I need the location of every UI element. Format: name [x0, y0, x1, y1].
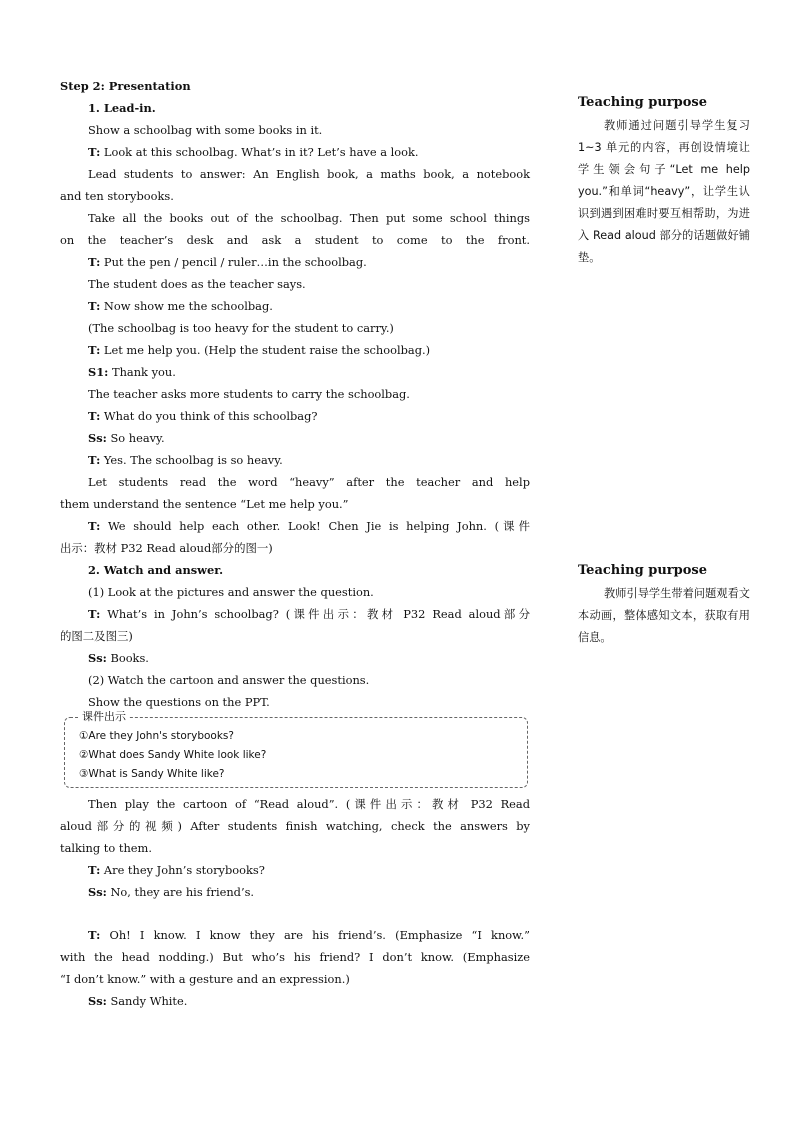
- paragraph-line: on the teacher’s desk and ask a student to come to the front.: [60, 233, 530, 247]
- paragraph-line: The teacher asks more students to carry the schoolbag.: [88, 387, 410, 401]
- section-heading: 1. Lead-in.: [88, 101, 156, 115]
- paragraph-line: 的图二及图三): [60, 629, 133, 643]
- dialogue-line: Ss: Books.: [88, 651, 149, 665]
- dialogue-line: T: Let me help you. (Help the student raise the schoolbag.): [88, 343, 431, 357]
- teaching-purpose-text: 教师通过问题引导学生复习 1~3 单元的内容，再创设情境让学生领会句子“Let me help you.”和单词“heavy”，让学生认识到遇到困难时要互相帮助，为进入 Read aloud 部分的话题做好铺垫。: [578, 119, 750, 264]
- dialogue-line: T: Are they John’s storybooks?: [88, 863, 265, 877]
- paragraph-line: aloud部分的视频) After students finish watching, check the answers by: [60, 819, 530, 833]
- paragraph-line: with the head nodding.) But who’s his friend? I don’t know. (Emphasize: [60, 950, 530, 964]
- paragraph-line: Then play the cartoon of “Read aloud”. (课件出示：教材 P32 Read: [88, 797, 530, 811]
- paragraph-line: them understand the sentence “Let me help you.”: [60, 497, 349, 511]
- dialogue-line: T: Put the pen / pencil / ruler…in the schoolbag.: [88, 255, 367, 269]
- dialogue-line: S1: Thank you.: [88, 365, 176, 379]
- paragraph-line: (The schoolbag is too heavy for the student to carry.): [88, 321, 394, 335]
- dialogue-line: T: Oh! I know. I know they are his friend’s. (Emphasize “I know.”: [88, 928, 530, 942]
- paragraph-line: (2) Watch the cartoon and answer the questions.: [88, 673, 370, 687]
- paragraph-line: (1) Look at the pictures and answer the question.: [88, 585, 374, 599]
- teaching-purpose-title: Teaching purpose: [578, 95, 707, 110]
- paragraph-line: Show a schoolbag with some books in it.: [88, 123, 323, 137]
- paragraph-line: Let students read the word “heavy” after the teacher and help: [88, 475, 530, 489]
- paragraph-line: Take all the books out of the schoolbag. Then put some school things: [88, 211, 530, 225]
- question-item: ②What does Sandy White look like?: [79, 749, 267, 761]
- dialogue-line: T: We should help each other. Look! Chen Jie is helping John. (课件: [88, 519, 530, 533]
- step-title: Step 2: Presentation: [60, 79, 191, 93]
- courseware-box-title: 课件出示: [79, 710, 129, 724]
- paragraph-line: talking to them.: [60, 841, 152, 855]
- dialogue-line: T: Yes. The schoolbag is so heavy.: [88, 453, 283, 467]
- question-item: ①Are they John's storybooks?: [79, 730, 234, 742]
- paragraph-line: 出示：教材 P32 Read aloud部分的图一): [60, 541, 273, 555]
- teaching-purpose-text: 教师引导学生带着问题观看文本动画，整体感知文本，获取有用信息。: [578, 587, 750, 644]
- teaching-purpose-note: [578, 94, 750, 269]
- section-heading: 2. Watch and answer.: [88, 563, 224, 577]
- dialogue-line: Ss: Sandy White.: [88, 994, 188, 1008]
- dialogue-line: T: Now show me the schoolbag.: [88, 299, 273, 313]
- paragraph-line: Show the questions on the PPT.: [88, 695, 270, 709]
- paragraph-line: and ten storybooks.: [60, 189, 174, 203]
- courseware-box: [64, 710, 528, 788]
- dialogue-line: T: What do you think of this schoolbag?: [88, 409, 318, 423]
- paragraph-line: Lead students to answer: An English book, a maths book, a notebook: [88, 167, 530, 181]
- dialogue-line: Ss: So heavy.: [88, 431, 165, 445]
- dialogue-line: Ss: No, they are his friend’s.: [88, 885, 255, 899]
- paragraph-line: “I don’t know.” with a gesture and an expression.): [60, 972, 350, 986]
- question-item: ③What is Sandy White like?: [79, 768, 225, 780]
- paragraph-line: The student does as the teacher says.: [88, 277, 306, 291]
- dialogue-line: T: Look at this schoolbag. What’s in it? Let’s have a look.: [88, 145, 419, 159]
- teaching-purpose-note: [578, 562, 750, 649]
- teaching-purpose-title: Teaching purpose: [578, 563, 707, 578]
- dialogue-line: T: What’s in John’s schoolbag? (课件出示：教材 P32 Read aloud部分: [88, 607, 530, 621]
